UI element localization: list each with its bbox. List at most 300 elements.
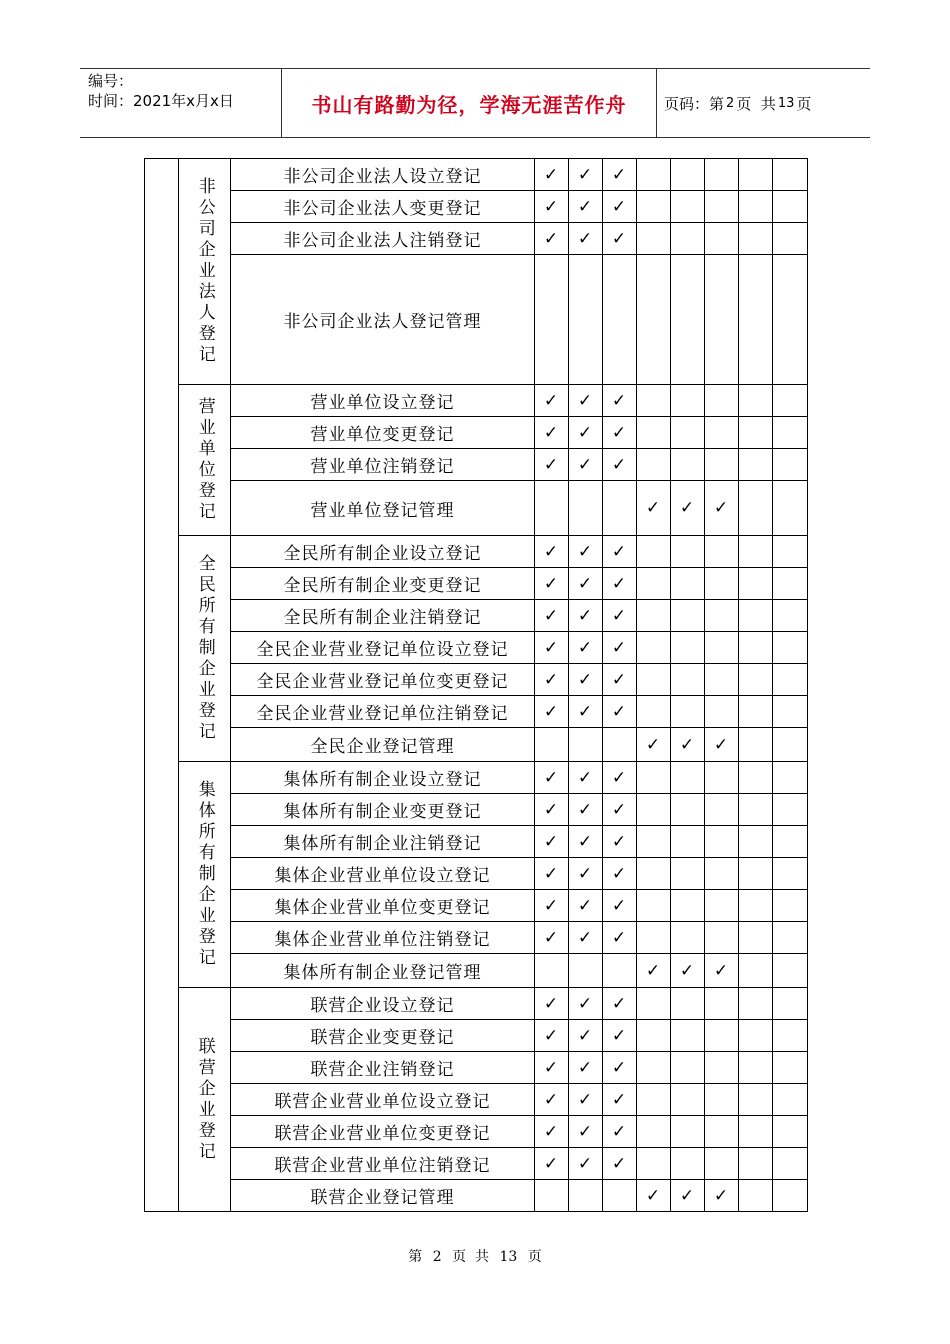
empty-cell — [773, 728, 808, 762]
empty-cell — [773, 536, 808, 568]
table-row — [145, 481, 808, 536]
empty-cell — [773, 1148, 808, 1180]
empty-cell — [535, 728, 569, 762]
check-mark-icon: ✓ — [603, 826, 637, 858]
empty-cell — [705, 223, 739, 255]
empty-cell — [637, 1020, 671, 1052]
empty-cell — [773, 385, 808, 417]
empty-cell — [739, 1052, 773, 1084]
empty-cell — [773, 664, 808, 696]
registration-item-name: 集体所有制企业变更登记 — [231, 794, 535, 826]
empty-cell — [637, 1052, 671, 1084]
empty-cell — [535, 255, 569, 385]
check-mark-icon: ✓ — [603, 1084, 637, 1116]
table-row — [145, 890, 808, 922]
empty-cell — [705, 922, 739, 954]
empty-cell — [705, 794, 739, 826]
empty-cell — [739, 385, 773, 417]
table-row — [145, 794, 808, 826]
empty-cell — [671, 890, 705, 922]
empty-cell — [739, 1116, 773, 1148]
table-row — [145, 1052, 808, 1084]
table-row — [145, 600, 808, 632]
empty-cell — [773, 417, 808, 449]
empty-cell — [773, 858, 808, 890]
registration-item-name: 联营企业注销登记 — [231, 1052, 535, 1084]
empty-cell — [739, 449, 773, 481]
empty-cell — [637, 1148, 671, 1180]
empty-cell — [671, 1052, 705, 1084]
empty-cell — [773, 1116, 808, 1148]
registration-item-name: 非公司企业法人注销登记 — [231, 223, 535, 255]
check-mark-icon: ✓ — [535, 1020, 569, 1052]
empty-cell — [739, 223, 773, 255]
check-mark-icon: ✓ — [603, 417, 637, 449]
empty-cell — [671, 696, 705, 728]
check-mark-icon: ✓ — [603, 1148, 637, 1180]
check-mark-icon: ✓ — [603, 696, 637, 728]
check-mark-icon: ✓ — [603, 632, 637, 664]
empty-cell — [705, 449, 739, 481]
empty-cell — [603, 1180, 637, 1212]
check-mark-icon: ✓ — [637, 481, 671, 536]
registration-item-name: 联营企业营业单位变更登记 — [231, 1116, 535, 1148]
empty-cell — [569, 255, 603, 385]
empty-cell — [739, 568, 773, 600]
empty-cell — [739, 826, 773, 858]
check-mark-icon: ✓ — [603, 159, 637, 191]
table-row — [145, 568, 808, 600]
empty-cell — [671, 568, 705, 600]
footer-suffix: 页 — [527, 1249, 542, 1265]
empty-cell — [739, 417, 773, 449]
check-mark-icon: ✓ — [569, 664, 603, 696]
empty-cell — [671, 1020, 705, 1052]
empty-cell — [637, 922, 671, 954]
page-counter-prefix: 页码：第 — [664, 94, 725, 113]
empty-cell — [773, 762, 808, 794]
registration-item-name: 营业单位注销登记 — [231, 449, 535, 481]
empty-cell — [603, 954, 637, 988]
page-counter-total: 13 — [777, 95, 795, 111]
empty-cell — [637, 664, 671, 696]
group-label-cell: 联营企业登记 — [179, 988, 231, 1212]
registration-item-name: 非公司企业法人登记管理 — [231, 255, 535, 385]
empty-cell — [739, 696, 773, 728]
empty-cell — [773, 696, 808, 728]
check-mark-icon: ✓ — [671, 728, 705, 762]
empty-cell — [705, 1084, 739, 1116]
check-mark-icon: ✓ — [535, 826, 569, 858]
table-row — [145, 632, 808, 664]
check-mark-icon: ✓ — [671, 954, 705, 988]
empty-cell — [569, 481, 603, 536]
empty-cell — [773, 794, 808, 826]
check-mark-icon: ✓ — [569, 536, 603, 568]
check-mark-icon: ✓ — [569, 159, 603, 191]
empty-cell — [603, 728, 637, 762]
check-mark-icon: ✓ — [569, 1148, 603, 1180]
check-mark-icon: ✓ — [535, 890, 569, 922]
empty-cell — [671, 417, 705, 449]
table-row — [145, 1020, 808, 1052]
empty-cell — [637, 988, 671, 1020]
empty-cell — [535, 1180, 569, 1212]
check-mark-icon: ✓ — [603, 600, 637, 632]
empty-cell — [569, 728, 603, 762]
empty-cell — [535, 481, 569, 536]
empty-cell — [705, 1052, 739, 1084]
empty-cell — [773, 449, 808, 481]
empty-cell — [773, 600, 808, 632]
empty-cell — [671, 858, 705, 890]
check-mark-icon: ✓ — [603, 1116, 637, 1148]
empty-cell — [739, 728, 773, 762]
check-mark-icon: ✓ — [603, 794, 637, 826]
page-footer — [0, 1246, 950, 1266]
table-row — [145, 385, 808, 417]
empty-cell — [671, 600, 705, 632]
empty-cell — [773, 255, 808, 385]
empty-cell — [535, 954, 569, 988]
empty-cell — [739, 762, 773, 794]
empty-cell — [637, 255, 671, 385]
check-mark-icon: ✓ — [603, 762, 637, 794]
empty-cell — [739, 988, 773, 1020]
empty-cell — [705, 385, 739, 417]
registration-item-name: 集体所有制企业设立登记 — [231, 762, 535, 794]
empty-cell — [705, 536, 739, 568]
check-mark-icon: ✓ — [535, 568, 569, 600]
footer-page: 2 — [432, 1249, 442, 1265]
empty-cell — [671, 255, 705, 385]
check-mark-icon: ✓ — [535, 1084, 569, 1116]
check-mark-icon: ✓ — [569, 191, 603, 223]
check-mark-icon: ✓ — [569, 568, 603, 600]
registration-item-name: 全民所有制企业设立登记 — [231, 536, 535, 568]
check-mark-icon: ✓ — [535, 664, 569, 696]
check-mark-icon: ✓ — [535, 417, 569, 449]
table-row — [145, 1116, 808, 1148]
check-mark-icon: ✓ — [569, 1084, 603, 1116]
table-row — [145, 1148, 808, 1180]
empty-cell — [705, 632, 739, 664]
empty-cell — [671, 223, 705, 255]
empty-cell — [637, 858, 671, 890]
empty-cell — [705, 696, 739, 728]
empty-cell — [671, 762, 705, 794]
empty-cell — [705, 858, 739, 890]
page-counter-mid: 页 共 — [736, 94, 776, 113]
table-row — [145, 664, 808, 696]
check-mark-icon: ✓ — [569, 1052, 603, 1084]
empty-cell — [705, 568, 739, 600]
registration-item-name: 全民企业营业登记单位注销登记 — [231, 696, 535, 728]
empty-cell — [739, 600, 773, 632]
empty-cell — [637, 417, 671, 449]
check-mark-icon: ✓ — [535, 536, 569, 568]
empty-cell — [739, 632, 773, 664]
group-label-cell: 营业单位登记 — [179, 385, 231, 536]
table-row — [145, 1180, 808, 1212]
check-mark-icon: ✓ — [569, 890, 603, 922]
registration-item-name: 集体企业营业单位注销登记 — [231, 922, 535, 954]
empty-cell — [773, 1020, 808, 1052]
table-row — [145, 1084, 808, 1116]
check-mark-icon: ✓ — [569, 385, 603, 417]
header-page-counter — [656, 69, 870, 137]
check-mark-icon: ✓ — [569, 988, 603, 1020]
empty-cell — [671, 794, 705, 826]
check-mark-icon: ✓ — [535, 191, 569, 223]
check-mark-icon: ✓ — [603, 664, 637, 696]
check-mark-icon: ✓ — [603, 568, 637, 600]
empty-cell — [637, 696, 671, 728]
check-mark-icon: ✓ — [569, 632, 603, 664]
check-mark-icon: ✓ — [569, 600, 603, 632]
empty-cell — [705, 988, 739, 1020]
table-row — [145, 988, 808, 1020]
empty-cell — [739, 890, 773, 922]
group-label-cell: 全民所有制企业登记 — [179, 536, 231, 762]
check-mark-icon: ✓ — [637, 1180, 671, 1212]
empty-cell — [773, 223, 808, 255]
check-mark-icon: ✓ — [535, 1148, 569, 1180]
registration-item-name: 联营企业设立登记 — [231, 988, 535, 1020]
empty-cell — [671, 536, 705, 568]
empty-cell — [671, 826, 705, 858]
empty-cell — [705, 1116, 739, 1148]
empty-cell — [705, 664, 739, 696]
empty-cell — [705, 1148, 739, 1180]
empty-cell — [671, 159, 705, 191]
footer-mid: 页 共 — [452, 1249, 489, 1265]
group-label-cell: 集体所有制企业登记 — [179, 762, 231, 988]
empty-cell — [773, 988, 808, 1020]
outer-category-cell — [145, 159, 179, 1212]
check-mark-icon: ✓ — [569, 696, 603, 728]
empty-cell — [637, 449, 671, 481]
empty-cell — [671, 922, 705, 954]
empty-cell — [773, 1180, 808, 1212]
check-mark-icon: ✓ — [603, 449, 637, 481]
empty-cell — [637, 890, 671, 922]
empty-cell — [739, 922, 773, 954]
empty-cell — [637, 223, 671, 255]
empty-cell — [739, 1020, 773, 1052]
empty-cell — [739, 1148, 773, 1180]
check-mark-icon: ✓ — [535, 1116, 569, 1148]
empty-cell — [705, 159, 739, 191]
empty-cell — [671, 632, 705, 664]
header-meta — [80, 69, 282, 137]
empty-cell — [739, 1084, 773, 1116]
check-mark-icon: ✓ — [569, 762, 603, 794]
registration-item-name: 集体企业营业单位设立登记 — [231, 858, 535, 890]
registration-item-name: 集体所有制企业登记管理 — [231, 954, 535, 988]
registration-item-name: 非公司企业法人设立登记 — [231, 159, 535, 191]
registration-item-name: 全民企业登记管理 — [231, 728, 535, 762]
registration-item-name: 集体所有制企业注销登记 — [231, 826, 535, 858]
check-mark-icon: ✓ — [569, 449, 603, 481]
check-mark-icon: ✓ — [637, 728, 671, 762]
registration-item-name: 营业单位设立登记 — [231, 385, 535, 417]
check-mark-icon: ✓ — [603, 385, 637, 417]
table-row — [145, 954, 808, 988]
check-mark-icon: ✓ — [603, 890, 637, 922]
empty-cell — [671, 191, 705, 223]
empty-cell — [739, 191, 773, 223]
empty-cell — [603, 481, 637, 536]
check-mark-icon: ✓ — [705, 1180, 739, 1212]
check-mark-icon: ✓ — [535, 632, 569, 664]
check-mark-icon: ✓ — [535, 762, 569, 794]
registration-item-name: 非公司企业法人变更登记 — [231, 191, 535, 223]
group-label-cell: 非公司企业法人登记 — [179, 159, 231, 385]
registration-item-name: 联营企业变更登记 — [231, 1020, 535, 1052]
empty-cell — [705, 762, 739, 794]
check-mark-icon: ✓ — [535, 385, 569, 417]
empty-cell — [671, 385, 705, 417]
check-mark-icon: ✓ — [535, 988, 569, 1020]
check-mark-icon: ✓ — [705, 728, 739, 762]
check-mark-icon: ✓ — [535, 696, 569, 728]
empty-cell — [773, 481, 808, 536]
check-mark-icon: ✓ — [535, 600, 569, 632]
registration-table — [144, 158, 808, 1212]
registration-item-name: 全民所有制企业注销登记 — [231, 600, 535, 632]
check-mark-icon: ✓ — [671, 481, 705, 536]
empty-cell — [773, 159, 808, 191]
check-mark-icon: ✓ — [569, 826, 603, 858]
check-mark-icon: ✓ — [637, 954, 671, 988]
empty-cell — [671, 1116, 705, 1148]
table-row — [145, 922, 808, 954]
empty-cell — [739, 255, 773, 385]
table-row — [145, 159, 808, 191]
empty-cell — [739, 1180, 773, 1212]
empty-cell — [671, 1148, 705, 1180]
check-mark-icon: ✓ — [535, 858, 569, 890]
registration-item-name: 集体企业营业单位变更登记 — [231, 890, 535, 922]
empty-cell — [773, 922, 808, 954]
check-mark-icon: ✓ — [603, 1020, 637, 1052]
empty-cell — [705, 890, 739, 922]
empty-cell — [603, 255, 637, 385]
empty-cell — [739, 664, 773, 696]
check-mark-icon: ✓ — [705, 481, 739, 536]
empty-cell — [637, 762, 671, 794]
empty-cell — [773, 191, 808, 223]
empty-cell — [637, 191, 671, 223]
table-row — [145, 255, 808, 385]
check-mark-icon: ✓ — [569, 223, 603, 255]
check-mark-icon: ✓ — [603, 191, 637, 223]
empty-cell — [773, 954, 808, 988]
check-mark-icon: ✓ — [569, 1116, 603, 1148]
check-mark-icon: ✓ — [569, 1020, 603, 1052]
empty-cell — [739, 159, 773, 191]
check-mark-icon: ✓ — [705, 954, 739, 988]
empty-cell — [637, 826, 671, 858]
empty-cell — [773, 826, 808, 858]
empty-cell — [569, 954, 603, 988]
empty-cell — [637, 159, 671, 191]
check-mark-icon: ✓ — [603, 988, 637, 1020]
registration-item-name: 联营企业登记管理 — [231, 1180, 535, 1212]
check-mark-icon: ✓ — [603, 922, 637, 954]
empty-cell — [637, 600, 671, 632]
empty-cell — [773, 890, 808, 922]
empty-cell — [671, 664, 705, 696]
page-counter-current: 2 — [726, 95, 735, 111]
check-mark-icon: ✓ — [603, 1052, 637, 1084]
registration-item-name: 营业单位登记管理 — [231, 481, 535, 536]
empty-cell — [773, 1052, 808, 1084]
empty-cell — [671, 1084, 705, 1116]
footer-prefix: 第 — [408, 1249, 423, 1265]
empty-cell — [637, 1116, 671, 1148]
empty-cell — [637, 1084, 671, 1116]
registration-item-name: 全民企业营业登记单位变更登记 — [231, 664, 535, 696]
check-mark-icon: ✓ — [671, 1180, 705, 1212]
registration-item-name: 全民所有制企业变更登记 — [231, 568, 535, 600]
empty-cell — [637, 385, 671, 417]
footer-total: 13 — [499, 1249, 518, 1265]
empty-cell — [773, 1084, 808, 1116]
table-row — [145, 696, 808, 728]
empty-cell — [773, 632, 808, 664]
empty-cell — [569, 1180, 603, 1212]
empty-cell — [671, 449, 705, 481]
empty-cell — [705, 417, 739, 449]
table-row — [145, 191, 808, 223]
check-mark-icon: ✓ — [603, 858, 637, 890]
check-mark-icon: ✓ — [535, 922, 569, 954]
empty-cell — [637, 536, 671, 568]
registration-table-body — [145, 159, 808, 1212]
table-row — [145, 449, 808, 481]
registration-item-name: 营业单位变更登记 — [231, 417, 535, 449]
empty-cell — [705, 255, 739, 385]
empty-cell — [739, 481, 773, 536]
registration-item-name: 全民企业营业登记单位设立登记 — [231, 632, 535, 664]
table-row — [145, 762, 808, 794]
table-row — [145, 826, 808, 858]
check-mark-icon: ✓ — [569, 417, 603, 449]
empty-cell — [739, 954, 773, 988]
empty-cell — [705, 600, 739, 632]
page-header — [80, 68, 870, 138]
table-row — [145, 728, 808, 762]
header-motto: 书山有路勤为径，学海无涯苦作舟 — [282, 69, 657, 137]
check-mark-icon: ✓ — [569, 794, 603, 826]
empty-cell — [705, 191, 739, 223]
check-mark-icon: ✓ — [535, 794, 569, 826]
empty-cell — [637, 632, 671, 664]
table-row — [145, 858, 808, 890]
table-row — [145, 223, 808, 255]
empty-cell — [773, 568, 808, 600]
empty-cell — [637, 568, 671, 600]
registration-item-name: 联营企业营业单位设立登记 — [231, 1084, 535, 1116]
empty-cell — [705, 1020, 739, 1052]
empty-cell — [705, 826, 739, 858]
check-mark-icon: ✓ — [535, 159, 569, 191]
document-code-label: 编号： — [88, 72, 134, 90]
empty-cell — [739, 858, 773, 890]
check-mark-icon: ✓ — [569, 858, 603, 890]
